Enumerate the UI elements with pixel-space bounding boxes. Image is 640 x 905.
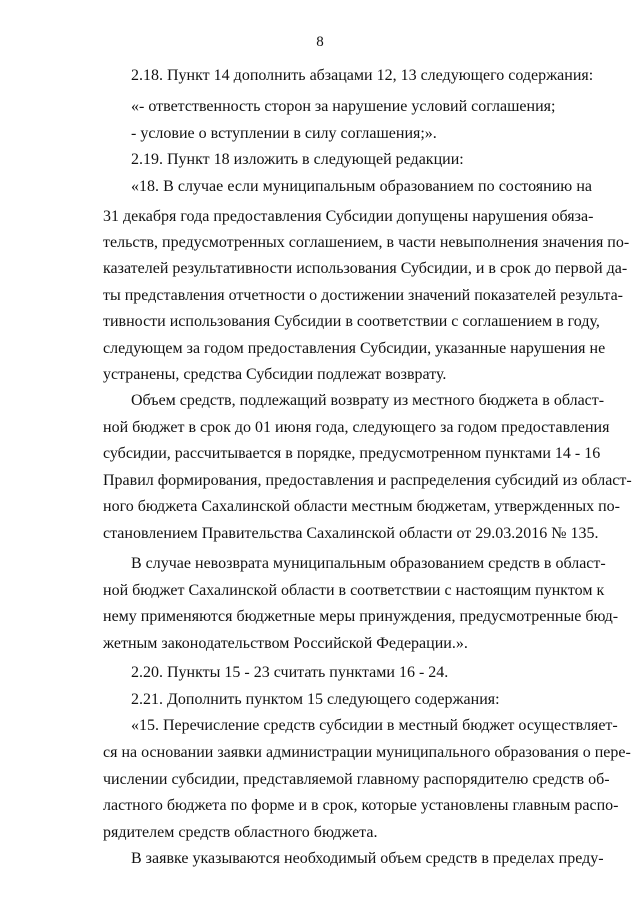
text-line <box>103 823 592 843</box>
text-line-content: устранены, средства Субсидии подлежат возврату. <box>103 366 447 383</box>
text-line <box>103 796 619 816</box>
text-line <box>103 418 610 438</box>
text-line <box>103 444 601 464</box>
text-line-content: В заявке указываются необходимый объем средств в пределах преду- <box>131 850 604 867</box>
text-line-content: ластного бюджета по форме и в срок, которые установлены главным распо- <box>103 797 619 814</box>
text-line <box>131 124 592 144</box>
text-line-content: «18. В случае если муниципальным образованием по состоянию на <box>131 178 592 195</box>
text-line-content: 31 декабря года предоставления Субсидии допущены нарушения обяза- <box>103 208 594 225</box>
text-line-content: числении субсидии, представляемой главному распорядителю средств об- <box>103 771 610 788</box>
text-line-content: казателей результативности использования Субсидии, и в срок до первой да- <box>103 260 628 277</box>
text-line <box>103 259 628 279</box>
text-line <box>131 66 592 86</box>
text-line <box>103 581 605 601</box>
text-line <box>103 233 630 253</box>
text-line <box>103 471 632 491</box>
text-line <box>103 339 606 359</box>
text-line <box>103 365 592 385</box>
text-line-content: следующем за годом предоставления Субсидии, указанные нарушения не <box>103 340 606 357</box>
text-line <box>103 770 610 790</box>
text-line-content: Правил формирования, предоставления и распределения субсидий из област- <box>103 472 632 489</box>
text-line <box>103 607 619 627</box>
text-line <box>131 391 605 411</box>
text-line-content: жетным законодательством Российской Федерации.». <box>103 635 468 652</box>
text-line-content: В случае невозврата муниципальным образованием средств в област- <box>131 555 606 572</box>
text-line-content: субсидии, рассчитывается в порядке, предусмотренном пунктами 14 - 16 <box>103 445 601 462</box>
text-line <box>131 177 592 197</box>
text-line <box>131 663 592 683</box>
page-number: 8 <box>316 34 324 50</box>
text-line-content: - условие о вступлении в силу соглашения;». <box>131 125 437 142</box>
text-line-content: 2.19. Пункт 18 изложить в следующей редакции: <box>131 151 464 168</box>
text-line <box>103 634 592 654</box>
text-line <box>103 524 599 544</box>
text-line-content: Объем средств, подлежащий возврату из местного бюджета в област- <box>131 392 605 409</box>
text-line <box>103 286 623 306</box>
text-line-content: ного бюджета Сахалинской области местным бюджетам, утвержденных по- <box>103 498 620 515</box>
text-line <box>131 716 618 736</box>
text-line <box>103 207 592 227</box>
text-line-content: 2.20. Пункты 15 - 23 считать пунктами 16 - 24. <box>131 664 449 681</box>
text-line-content: ной бюджет Сахалинской области в соответствии с настоящим пунктом к <box>103 582 605 599</box>
text-line-content: нему применяются бюджетные меры принуждения, предусмотренные бюд- <box>103 608 619 625</box>
text-line <box>131 97 592 117</box>
text-line <box>103 497 620 517</box>
text-line-content: тивности использования Субсидии в соответствии с соглашением в году, <box>103 313 600 330</box>
text-line <box>131 150 592 170</box>
text-line-content: тельств, предусмотренных соглашением, в части невыполнения значения по- <box>103 234 630 251</box>
text-line-content: ся на основании заявки администрации муниципального образования о пере- <box>103 744 631 761</box>
text-line <box>131 554 606 574</box>
text-line-content: становлением Правительства Сахалинской области от 29.03.2016 № 135. <box>103 525 599 542</box>
text-line-content: ты представления отчетности о достижении значений показателей результа- <box>103 287 623 304</box>
text-line-content: рядителем средств областного бюджета. <box>103 824 378 841</box>
text-line-content: 2.21. Дополнить пунктом 15 следующего содержания: <box>131 691 500 708</box>
text-line <box>131 849 604 869</box>
text-line-content: «15. Перечисление средств субсидии в местный бюджет осуществляет- <box>131 717 618 734</box>
text-line <box>103 312 600 332</box>
text-line-content: ной бюджет в срок до 01 июня года, следующего за годом предоставления <box>103 419 610 436</box>
text-line <box>131 690 592 710</box>
text-line-content: 2.18. Пункт 14 дополнить абзацами 12, 13 следующего содержания: <box>131 67 594 84</box>
text-line-content: «- ответственность сторон за нарушение условий соглашения; <box>131 98 556 115</box>
text-line <box>103 743 631 763</box>
